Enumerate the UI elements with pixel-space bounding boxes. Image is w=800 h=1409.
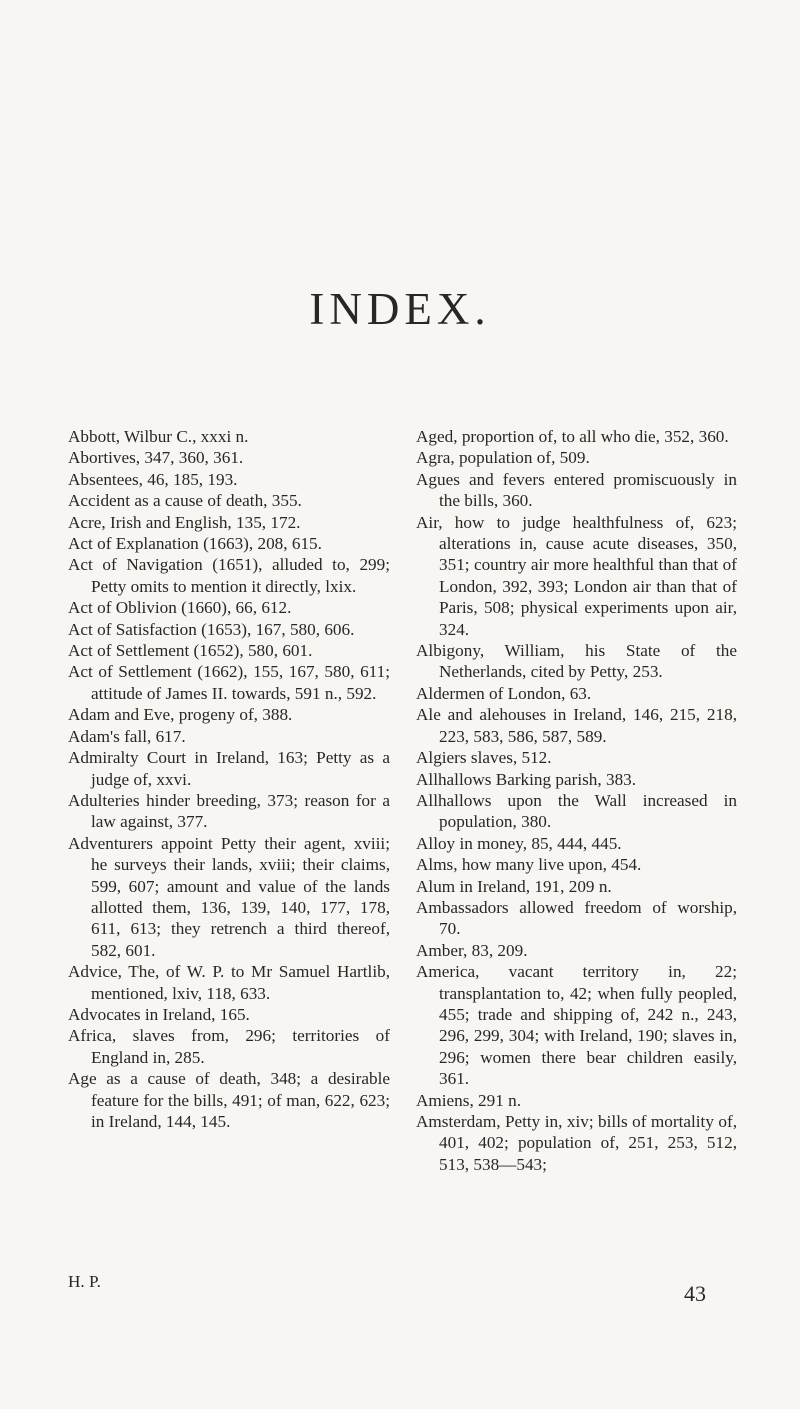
index-entry: Africa, slaves from, 296; territories of England in, 285.	[68, 1026, 390, 1067]
index-entry: Act of Explanation (1663), 208, 615.	[68, 534, 322, 554]
index-entry: Absentees, 46, 185, 193.	[68, 469, 238, 489]
index-entry: Alloy in money, 85, 444, 445.	[416, 833, 622, 853]
index-entry: Adam and Eve, progeny of, 388.	[68, 705, 293, 725]
index-entry: Abbott, Wilbur C., xxxi n.	[68, 427, 249, 446]
index-entry: Act of Navigation (1651), alluded to, 299; Petty omits to mention it directly, lxix.	[68, 555, 390, 596]
index-entry: Allhallows upon the Wall increased in population, 380.	[416, 790, 737, 832]
index-entry: Ale and alehouses in Ireland, 146, 215, 218, 223, 583, 586, 587, 589.	[416, 705, 737, 746]
index-entry: Alum in Ireland, 191, 209 n.	[416, 876, 612, 896]
index-entry: Aged, proportion of, to all who die, 352, 360.	[416, 427, 729, 446]
index-entry: Acre, Irish and English, 135, 172.	[68, 512, 301, 532]
index-entry: Advocates in Ireland, 165.	[68, 1004, 250, 1024]
page-title: INDEX.	[309, 284, 491, 334]
index-entry: Abortives, 347, 360, 361.	[68, 448, 244, 468]
index-entry: America, vacant territory in, 22; transplantation to, 42; when fully peopled, 455; trade and shipping of, 242 n., 243, 296, 299, 304; with Ireland, 190; slaves in, 296; women there bear children easily, 361.	[416, 962, 737, 1089]
index-entry: Amber, 83, 209.	[416, 940, 528, 960]
index-entry: Allhallows Barking parish, 383.	[416, 769, 637, 789]
index-entry: Admiralty Court in Ireland, 163; Petty as a judge of, xxvi.	[68, 748, 390, 789]
index-entry: Age as a cause of death, 348; a desirable feature for the bills, 491; of man, 622, 623; in Ireland, 144, 145.	[68, 1069, 390, 1131]
index-entry: Ambassadors allowed freedom of worship, 70.	[416, 897, 737, 939]
index-entry: Adulteries hinder breeding, 373; reason for a law against, 377.	[68, 790, 390, 832]
page-number: 43	[684, 1281, 706, 1306]
index-column-left	[68, 426, 390, 1132]
index-entry: Agra, population of, 509.	[416, 448, 590, 468]
index-entry: Accident as a cause of death, 355.	[68, 491, 302, 511]
index-entry: Act of Oblivion (1660), 66, 612.	[68, 598, 292, 618]
index-entry: Adam's fall, 617.	[68, 726, 186, 746]
index-entry: Act of Settlement (1652), 580, 601.	[68, 641, 313, 661]
index-entry: Amiens, 291 n.	[416, 1090, 522, 1110]
index-entry: Act of Settlement (1662), 155, 167, 580, 611; attitude of James II. towards, 591 n., 592.	[68, 662, 390, 703]
index-entry: Air, how to judge healthfulness of, 623; alterations in, cause acute diseases, 350, 351; country air more healthful than that of London, 392, 393; London air than that of Paris, 508; physical experiments upon air, 324.	[416, 512, 737, 639]
index-entry: Amsterdam, Petty in, xiv; bills of mortality of, 401, 402; population of, 251, 253, 512, 513, 538—543;	[416, 1112, 737, 1174]
index-entry: Albigony, William, his State of the Netherlands, cited by Petty, 253.	[416, 641, 737, 682]
index-entry: Aldermen of London, 63.	[416, 683, 592, 703]
index-entry: Adventurers appoint Petty their agent, xviii; he surveys their lands, xviii; their claims, 599, 607; amount and value of the lands allotted them, 136, 139, 140, 177, 178, 611, 613; they retrench a third thereof, 582, 601.	[68, 833, 390, 960]
signature-mark: H. P.	[68, 1272, 101, 1291]
index-entry: Advice, The, of W. P. to Mr Samuel Hartlib, mentioned, lxiv, 118, 633.	[68, 962, 390, 1003]
index-entry: Algiers slaves, 512.	[416, 748, 552, 768]
index-column-right	[416, 426, 737, 1175]
index-entry: Act of Satisfaction (1653), 167, 580, 606.	[68, 619, 355, 639]
index-entry: Agues and fevers entered promiscuously in the bills, 360.	[416, 469, 737, 511]
index-entry: Alms, how many live upon, 454.	[416, 855, 642, 875]
